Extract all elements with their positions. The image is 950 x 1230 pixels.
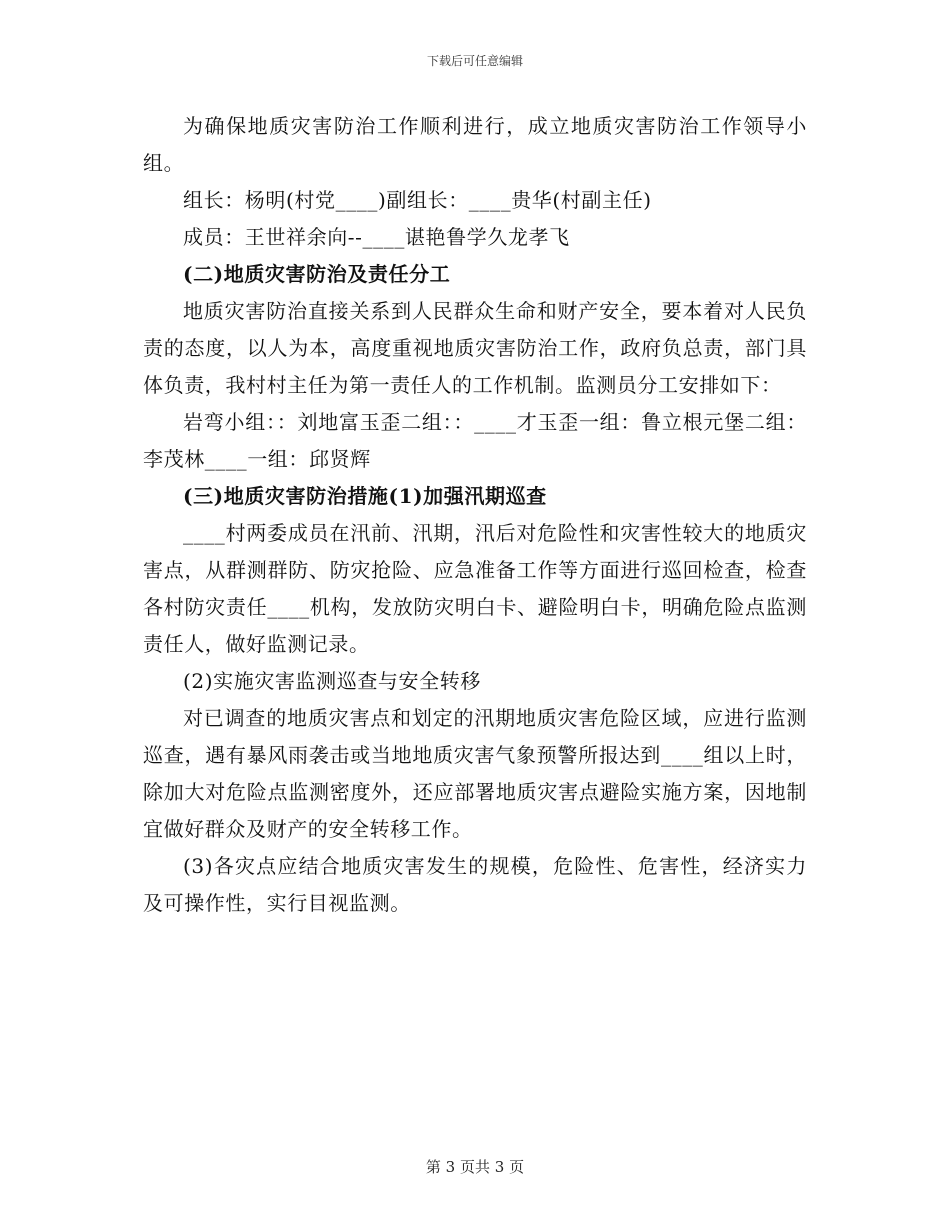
paragraph-inspection: ____村两委成员在汛前、汛期，汛后对危险性和灾害性较大的地质灾害点，从群测群防、防灾抢险、应急准备工作等方面进行巡回检查，检查各村防灾责任____机构，发放防灾明白卡、避险明白卡，明确危险点监测责任人，做好监测记录。 bbox=[143, 521, 807, 656]
paragraph-intro: 为确保地质灾害防治工作顺利进行，成立地质灾害防治工作领导小组。 bbox=[143, 114, 807, 175]
section-heading-2: (二)地质灾害防治及责任分工 bbox=[183, 262, 451, 286]
paragraph-monitor-assignments: 岩弯小组：：刘地富玉歪二组：：____才玉歪一组：鲁立根元堡二组：李茂林____一组：邱贤辉 bbox=[143, 410, 807, 471]
paragraph-leaders: 组长：杨明(村党____)副组长：____贵华(村副主任) bbox=[183, 188, 652, 212]
subheading-monitoring-transfer: (2)实施灾害监测巡查与安全转移 bbox=[183, 669, 481, 693]
paragraph-visual-monitoring: (3)各灾点应结合地质灾害发生的规模，危险性、危害性，经济实力及可操作性，实行目视监测。 bbox=[143, 854, 807, 915]
section-heading-3: (三)地质灾害防治措施(1)加强汛期巡查 bbox=[183, 484, 547, 508]
page-footer: 第 3 页共 3 页 bbox=[425, 1158, 525, 1176]
page-header: 下载后可任意编辑 bbox=[426, 54, 523, 68]
paragraph-responsibility: 地质灾害防治直接关系到人民群众生命和财产安全，要本着对人民负责的态度，以人为本，高度重视地质灾害防治工作，政府负总责，部门具体负责，我村村主任为第一责任人的工作机制。监测员分工安排如下： bbox=[143, 299, 807, 397]
paragraph-members: 成员：王世祥余向--____谌艳鲁学久龙孝飞 bbox=[183, 225, 570, 249]
paragraph-monitoring-transfer: 对已调查的地质灾害点和划定的汛期地质灾害危险区域，应进行监测巡查，遇有暴风雨袭击或当地地质灾害气象预警所报达到____组以上时，除加大对危险点监测密度外，还应部署地质灾害点避险实施方案，因地制宜做好群众及财产的安全转移工作。 bbox=[143, 706, 807, 841]
document-body bbox=[143, 108, 807, 922]
